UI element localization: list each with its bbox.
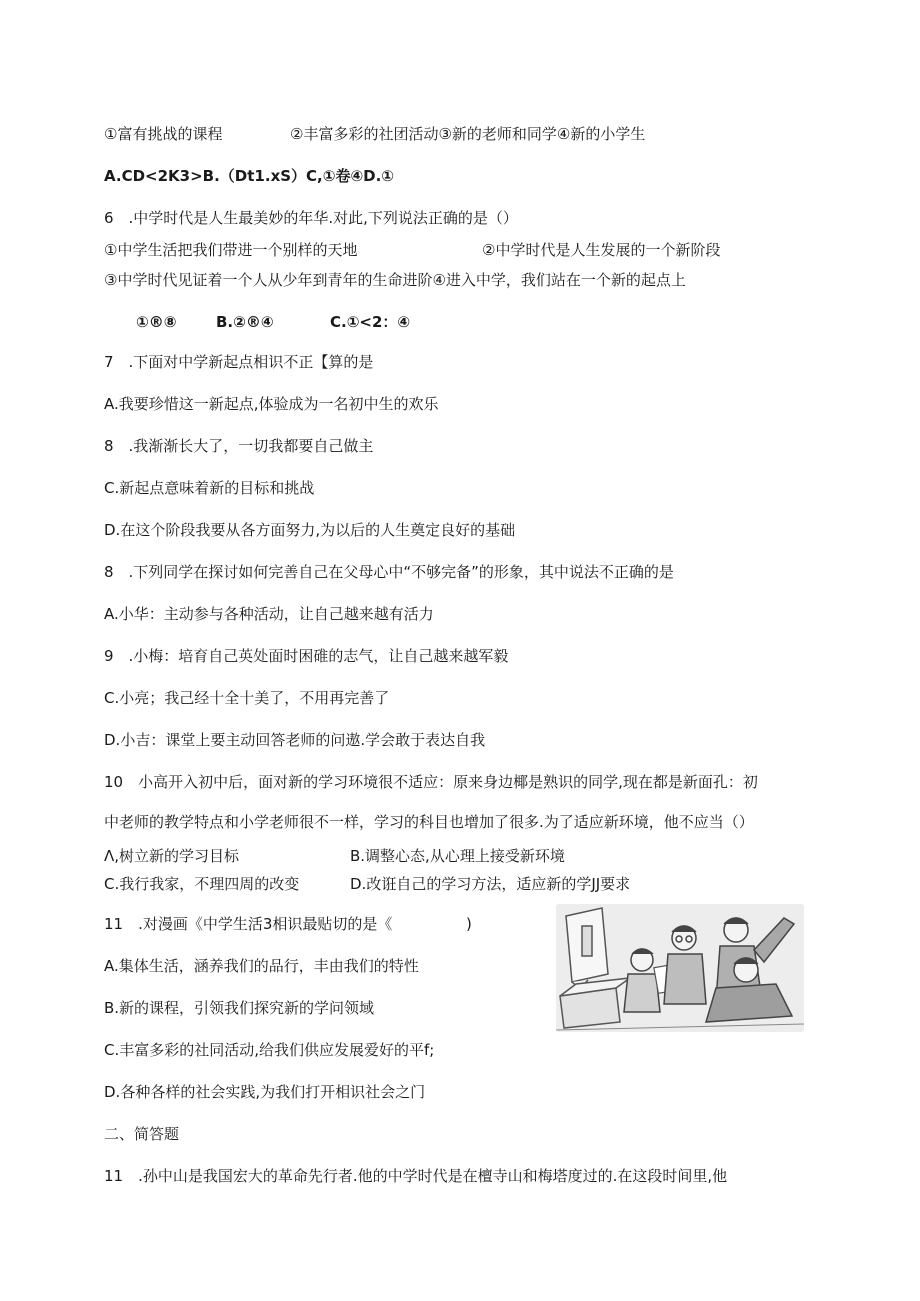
- q11-option-c: C.丰富多彩的社同活动,给我们供应发展爱好的平f;: [104, 1041, 435, 1059]
- question-8: 8 .下列同学在探讨如何完善自己在父母心中“不够完备”的形象，其中说法不正确的是: [104, 563, 674, 581]
- q7-option-a: A.我要珍惜这一新起点,体验成为一名初中生的欢乐: [104, 395, 439, 413]
- q6-answer-b: B.②®④: [216, 313, 274, 331]
- question-6: 6 .中学时代是人生最美妙的年华.对此,下列说法正确的是（）: [104, 209, 518, 227]
- question-7: 7 .下面对中学新起点相识不正【算的是: [104, 353, 374, 371]
- q7-option-b: 8 .我渐渐长大了，一切我都要自己做主: [104, 437, 374, 455]
- question-11: 11 .对漫画《中学生活3相识最贴切的是《: [104, 915, 393, 933]
- q8-option-b: 9 .小梅：培育自己英处面时困碓的志气，让自己越来越军毅: [104, 647, 509, 665]
- question-11-short-answer: 11 .孙中山是我国宏大的革命先行者.他的中学时代是在檀寺山和梅塔度过的.在这段时间里,他: [104, 1167, 728, 1185]
- q8-option-c: C.小亮；我己经十全十美了，不用再完善了: [104, 689, 390, 707]
- q6-option-2: ②中学时代是人生发展的一个新阶段: [482, 241, 721, 259]
- section-heading: 二、简答题: [104, 1125, 180, 1143]
- question-10: 10 小高开入初中后，面对新的学习环境很不适应：原来身边椰是熟识的同学,现在都是新面孔：初: [104, 773, 758, 791]
- q6-option-1: ①中学生活把我们带进一个别样的天地: [104, 241, 358, 259]
- q7-option-d: D.在这个阶段我要从各方面努力,为以后的人生奠定良好的基础: [104, 521, 516, 539]
- q10-option-d: D.改诳自己的学习方法，适应新的学JJ要求: [350, 875, 631, 893]
- q7-option-c: C.新起点意味着新的目标和挑战: [104, 479, 315, 497]
- line-options-1: ①富有挑战的课程: [104, 125, 223, 143]
- q8-option-d: D.小吉：课堂上要主动回答老师的问遨.学会敢于表达自我: [104, 731, 486, 749]
- question-11-paren: ): [466, 915, 472, 933]
- q11-option-d: D.各种各样的社会实践,为我们打开相识社会之门: [104, 1083, 426, 1101]
- q10-option-c: C.我行我家，不理四周的改变: [104, 875, 300, 893]
- q8-option-a: A.小华：主动参与各种活动，让自己越来越有活力: [104, 605, 434, 623]
- q6-answer-c: C.①<2：④: [330, 313, 411, 331]
- cartoon-illustration: [556, 904, 804, 1032]
- cartoon-image: [556, 904, 804, 1032]
- question-10-cont: 中老师的教学特点和小学老师很不一样，学习的科目也增加了很多.为了适应新环境，他不应当（）: [104, 813, 754, 831]
- q11-option-b: B.新的课程，引领我们探究新的学问领域: [104, 999, 375, 1017]
- q10-option-a: Λ,树立新的学习目标: [104, 847, 240, 865]
- q6-answer-a: ①®⑧: [136, 313, 177, 331]
- q11-option-a: A.集体生活，涵养我们的品行，丰由我们的特性: [104, 957, 419, 975]
- line-options-1b: ②丰富多彩的社团活动③新的老师和同学④新的小学生: [290, 125, 646, 143]
- q6-option-3: ③中学时代见证着一个人从少年到青年的生命进阶④进入中学，我们站在一个新的起点上: [104, 271, 686, 289]
- line-answers-1: A.CD<2K3>B.（Dt1.xS）C,①卷④D.①: [104, 167, 395, 185]
- q10-option-b: B.调整心态,从心理上接受新环境: [350, 847, 565, 865]
